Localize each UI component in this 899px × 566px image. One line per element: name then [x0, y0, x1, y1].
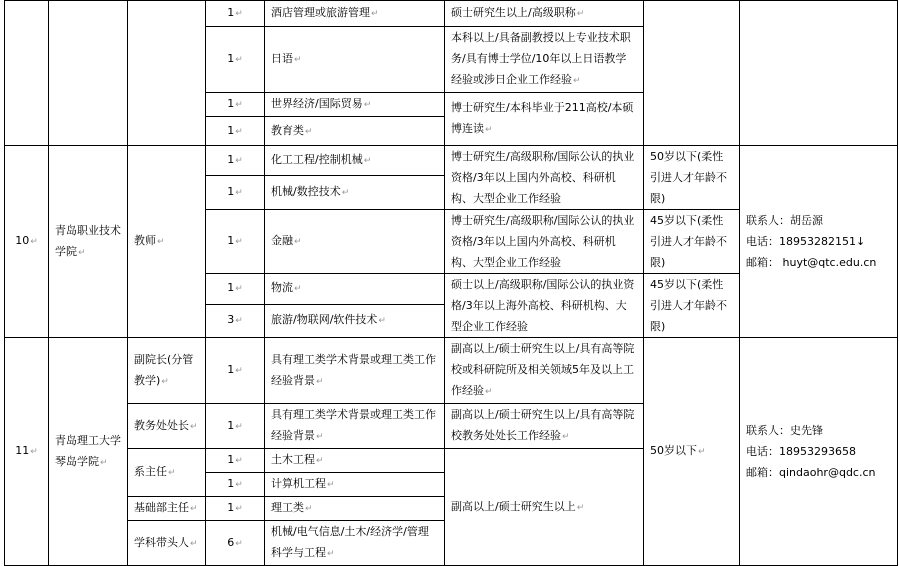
- count-cell: 1↵: [206, 27, 265, 93]
- requirement-cell: 副高以上/硕士研究生以上/具有高等院校或科研院所及相关领域5年及以上工作经验↵: [445, 338, 644, 404]
- count-cell: 1↵: [206, 1, 265, 27]
- prev-no-cell: [5, 1, 49, 146]
- requirement-cell: 硕士以上/高级职称/国际公认的执业资格/3年以上海外高校、科研机构、大型企业工作经验: [445, 274, 644, 338]
- major-cell: 计算机工程↵: [265, 473, 445, 497]
- count-cell: 1↵: [206, 473, 265, 497]
- count-cell: 1↵: [206, 175, 265, 209]
- contact-phone: 电话：18953293658: [746, 445, 856, 458]
- age-cell: 45岁以下(柔性引进人才年龄不限): [644, 274, 740, 338]
- requirement-cell: 本科以上/具备副教授以上专业技术职务/具有博士学位/10年以上日语教学经验或涉日企业工作经验↵: [445, 27, 644, 93]
- count-cell: 1↵: [206, 146, 265, 176]
- count-cell: 1↵: [206, 338, 265, 404]
- major-cell: 日语↵: [265, 27, 445, 93]
- row-number-cell: 10↵: [5, 146, 49, 338]
- count-cell: 3↵: [206, 304, 265, 337]
- count-cell: 1↵: [206, 449, 265, 473]
- requirement-cell: 博士研究生/高级职称/国际公认的执业资格/3年以上国内外高校、科研机构、大型企业工作经验: [445, 210, 644, 274]
- position-cell: 教师↵: [128, 146, 206, 338]
- prev-contact-cell: [740, 1, 898, 146]
- recruitment-table: [4, 0, 898, 566]
- count-cell: 1↵: [206, 497, 265, 521]
- count-cell: 1↵: [206, 93, 265, 117]
- count-cell: 1↵: [206, 117, 265, 146]
- table-row: [5, 338, 898, 404]
- school-name-cell: 青岛职业技术学院↵: [49, 146, 128, 338]
- row-number-cell: 11↵: [5, 338, 49, 566]
- contact-email: 邮箱：qindaohr@qdc.cn: [746, 466, 876, 479]
- table-row: [5, 146, 898, 176]
- requirement-cell: 硕士研究生以上/高级职称↵: [445, 1, 644, 27]
- contact-phone: 电话：18953282151↓: [746, 235, 866, 248]
- major-cell: 土木工程↵: [265, 449, 445, 473]
- contact-email: 邮箱： huyt@qtc.edu.cn: [746, 256, 877, 269]
- position-cell: 学科带头人↵: [128, 521, 206, 566]
- major-cell: 机械/电气信息/土木/经济学/管理科学与工程↵: [265, 521, 445, 566]
- contact-person: 联系人：史先锋: [746, 424, 823, 437]
- contact-cell: [740, 146, 898, 338]
- prev-position-cell: [128, 1, 206, 146]
- major-cell: 机械/数控技术↵: [265, 175, 445, 209]
- count-cell: 6↵: [206, 521, 265, 566]
- requirement-cell: 博士研究生/高级职称/国际公认的执业资格/3年以上国内外高校、科研机构、大型企业工作经验: [445, 146, 644, 210]
- major-cell: 具有理工类学术背景或理工类工作经验背景↵: [265, 338, 445, 404]
- position-cell: 基础部主任↵: [128, 497, 206, 521]
- table-row: [5, 1, 898, 27]
- position-cell: 系主任↵: [128, 449, 206, 497]
- school-name-cell: 青岛理工大学琴岛学院↵: [49, 338, 128, 566]
- major-cell: 教育类↵: [265, 117, 445, 146]
- age-cell: 50岁以下↵: [644, 338, 740, 566]
- prev-age-cell: [644, 1, 740, 146]
- contact-person: 联系人：胡岳源: [746, 214, 823, 227]
- major-cell: 化工工程/控制机械↵: [265, 146, 445, 176]
- contact-cell: [740, 338, 898, 566]
- position-cell: 副院长(分管教学)↵: [128, 338, 206, 404]
- position-cell: 教务处处长↵: [128, 404, 206, 449]
- requirement-cell: 博士研究生/本科毕业于211高校/本硕博连读↵: [445, 93, 644, 146]
- requirement-cell: 副高以上/硕士研究生以上/具有高等院校教务处处长工作经验↵: [445, 404, 644, 449]
- prev-school-cell: [49, 1, 128, 146]
- count-cell: 1↵: [206, 274, 265, 305]
- requirement-cell: 副高以上/硕士研究生以上↵: [445, 449, 644, 566]
- major-cell: 酒店管理或旅游管理↵: [265, 1, 445, 27]
- age-cell: 50岁以下(柔性引进人才年龄不限): [644, 146, 740, 210]
- major-cell: 世界经济/国际贸易↵: [265, 93, 445, 117]
- age-cell: 45岁以下(柔性引进人才年龄不限): [644, 210, 740, 274]
- count-cell: 1↵: [206, 404, 265, 449]
- major-cell: 具有理工类学术背景或理工类工作经验背景↵: [265, 404, 445, 449]
- major-cell: 理工类↵: [265, 497, 445, 521]
- major-cell: 旅游/物联网/软件技术↵: [265, 304, 445, 337]
- major-cell: 物流↵: [265, 274, 445, 305]
- count-cell: 1↵: [206, 210, 265, 274]
- major-cell: 金融↵: [265, 210, 445, 274]
